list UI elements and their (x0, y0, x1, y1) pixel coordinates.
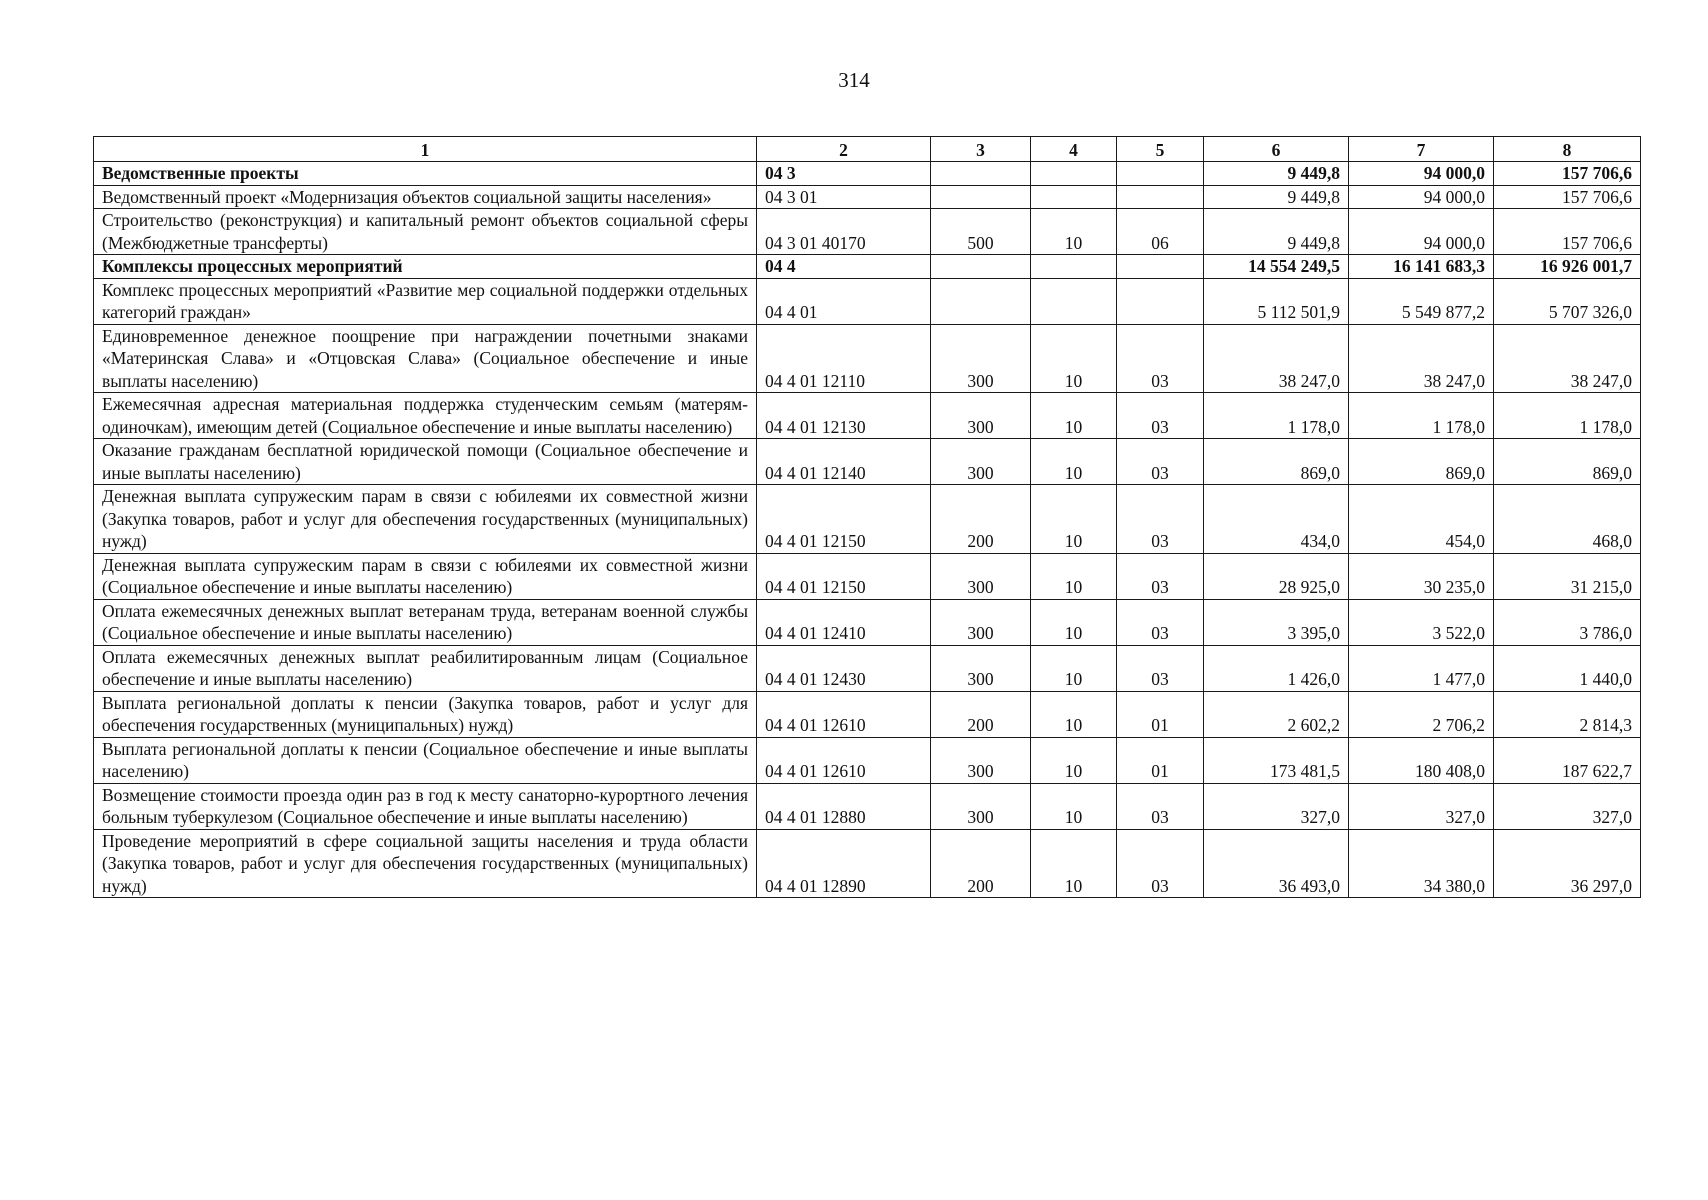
amount-col7-cell: 5 549 877,2 (1349, 278, 1494, 324)
section-cell (1031, 162, 1117, 186)
expense-type-cell: 300 (931, 783, 1031, 829)
expense-type-cell (931, 162, 1031, 186)
expense-type-cell: 500 (931, 209, 1031, 255)
expense-type-cell (931, 185, 1031, 209)
target-article-code-cell: 04 3 (757, 162, 931, 186)
section-cell: 10 (1031, 737, 1117, 783)
amount-col8-cell: 1 440,0 (1494, 645, 1641, 691)
item-name-cell: Денежная выплата супружеским парам в связи с юбилеями их совместной жизни (Закупка товаров, работ и услуг для обеспечения государственных (муниципальных) нужд) (94, 485, 757, 554)
target-article-code-cell: 04 4 01 (757, 278, 931, 324)
amount-col7-cell: 34 380,0 (1349, 829, 1494, 898)
expense-type-cell: 300 (931, 599, 1031, 645)
amount-col7-cell: 180 408,0 (1349, 737, 1494, 783)
section-cell: 10 (1031, 829, 1117, 898)
target-article-code-cell: 04 4 01 12150 (757, 553, 931, 599)
amount-col8-cell: 1 178,0 (1494, 393, 1641, 439)
item-name-cell: Выплата региональной доплаты к пенсии (Закупка товаров, работ и услуг для обеспечения государственных (муниципальных) нужд) (94, 691, 757, 737)
item-name-cell: Возмещение стоимости проезда один раз в год к месту санаторно-курортного лечения больным туберкулезом (Социальное обеспечение и иные выплаты населению) (94, 783, 757, 829)
subsection-cell: 03 (1117, 553, 1204, 599)
expense-type-cell (931, 278, 1031, 324)
item-name-cell: Оплата ежемесячных денежных выплат ветеранам труда, ветеранам военной службы (Социальное обеспечение и иные выплаты населению) (94, 599, 757, 645)
amount-col7-cell: 3 522,0 (1349, 599, 1494, 645)
target-article-code-cell: 04 3 01 (757, 185, 931, 209)
item-name-cell: Ежемесячная адресная материальная поддержка студенческим семьям (матерям-одиночкам), имеющим детей (Социальное обеспечение и иные выплаты населению) (94, 393, 757, 439)
amount-col7-cell: 30 235,0 (1349, 553, 1494, 599)
amount-col7-cell: 869,0 (1349, 439, 1494, 485)
amount-col6-cell: 1 426,0 (1204, 645, 1349, 691)
expense-type-cell: 300 (931, 737, 1031, 783)
column-header: 4 (1031, 137, 1117, 162)
table-row (94, 278, 1641, 324)
target-article-code-cell: 04 4 01 12110 (757, 324, 931, 393)
expense-type-cell: 300 (931, 393, 1031, 439)
expense-type-cell: 300 (931, 324, 1031, 393)
subsection-cell: 03 (1117, 829, 1204, 898)
section-cell (1031, 185, 1117, 209)
section-cell: 10 (1031, 553, 1117, 599)
item-name-cell: Выплата региональной доплаты к пенсии (Социальное обеспечение и иные выплаты населению) (94, 737, 757, 783)
subsection-cell: 03 (1117, 783, 1204, 829)
column-header: 5 (1117, 137, 1204, 162)
amount-col8-cell: 187 622,7 (1494, 737, 1641, 783)
item-name-cell: Комплекс процессных мероприятий «Развитие мер социальной поддержки отдельных категорий граждан» (94, 278, 757, 324)
amount-col8-cell: 5 707 326,0 (1494, 278, 1641, 324)
target-article-code-cell: 04 4 01 12430 (757, 645, 931, 691)
amount-col8-cell: 3 786,0 (1494, 599, 1641, 645)
section-cell: 10 (1031, 439, 1117, 485)
amount-col8-cell: 869,0 (1494, 439, 1641, 485)
table-row (94, 162, 1641, 186)
amount-col7-cell: 454,0 (1349, 485, 1494, 554)
subsection-cell: 03 (1117, 599, 1204, 645)
column-header: 7 (1349, 137, 1494, 162)
section-cell: 10 (1031, 393, 1117, 439)
subsection-cell: 06 (1117, 209, 1204, 255)
target-article-code-cell: 04 4 01 12150 (757, 485, 931, 554)
budget-table (93, 136, 1641, 898)
section-cell: 10 (1031, 324, 1117, 393)
section-cell: 10 (1031, 599, 1117, 645)
amount-col6-cell: 869,0 (1204, 439, 1349, 485)
item-name-cell: Денежная выплата супружеским парам в связи с юбилеями их совместной жизни (Социальное обеспечение и иные выплаты населению) (94, 553, 757, 599)
amount-col7-cell: 16 141 683,3 (1349, 255, 1494, 279)
section-cell (1031, 278, 1117, 324)
item-name-cell: Строительство (реконструкция) и капитальный ремонт объектов социальной сферы (Межбюджетные трансферты) (94, 209, 757, 255)
page-number: 314 (838, 68, 870, 92)
expense-type-cell: 200 (931, 829, 1031, 898)
amount-col8-cell: 2 814,3 (1494, 691, 1641, 737)
amount-col7-cell: 94 000,0 (1349, 162, 1494, 186)
table-row (94, 439, 1641, 485)
table-row (94, 255, 1641, 279)
table-row (94, 209, 1641, 255)
subsection-cell: 03 (1117, 645, 1204, 691)
amount-col6-cell: 1 178,0 (1204, 393, 1349, 439)
table-row (94, 737, 1641, 783)
amount-col8-cell: 31 215,0 (1494, 553, 1641, 599)
item-name-cell: Ведомственные проекты (94, 162, 757, 186)
item-name-cell: Оплата ежемесячных денежных выплат реабилитированным лицам (Социальное обеспечение и иные выплаты населению) (94, 645, 757, 691)
amount-col7-cell: 2 706,2 (1349, 691, 1494, 737)
column-header: 8 (1494, 137, 1641, 162)
amount-col7-cell: 38 247,0 (1349, 324, 1494, 393)
amount-col6-cell: 3 395,0 (1204, 599, 1349, 645)
table-row (94, 553, 1641, 599)
section-cell: 10 (1031, 783, 1117, 829)
amount-col6-cell: 14 554 249,5 (1204, 255, 1349, 279)
amount-col6-cell: 5 112 501,9 (1204, 278, 1349, 324)
amount-col8-cell: 157 706,6 (1494, 209, 1641, 255)
table-row (94, 485, 1641, 554)
subsection-cell: 03 (1117, 393, 1204, 439)
section-cell (1031, 255, 1117, 279)
table-row (94, 185, 1641, 209)
item-name-cell: Ведомственный проект «Модернизация объектов социальной защиты населения» (94, 185, 757, 209)
amount-col6-cell: 28 925,0 (1204, 553, 1349, 599)
table-row (94, 645, 1641, 691)
target-article-code-cell: 04 4 01 12890 (757, 829, 931, 898)
amount-col8-cell: 157 706,6 (1494, 162, 1641, 186)
amount-col8-cell: 327,0 (1494, 783, 1641, 829)
amount-col6-cell: 38 247,0 (1204, 324, 1349, 393)
table-row (94, 691, 1641, 737)
expense-type-cell (931, 255, 1031, 279)
amount-col8-cell: 36 297,0 (1494, 829, 1641, 898)
item-name-cell: Проведение мероприятий в сфере социальной защиты населения и труда области (Закупка товаров, работ и услуг для обеспечения государственных (муниципальных) нужд) (94, 829, 757, 898)
amount-col6-cell: 36 493,0 (1204, 829, 1349, 898)
amount-col7-cell: 1 477,0 (1349, 645, 1494, 691)
target-article-code-cell: 04 4 01 12610 (757, 737, 931, 783)
section-cell: 10 (1031, 485, 1117, 554)
amount-col6-cell: 2 602,2 (1204, 691, 1349, 737)
table-row (94, 829, 1641, 898)
target-article-code-cell: 04 3 01 40170 (757, 209, 931, 255)
table-row (94, 783, 1641, 829)
expense-type-cell: 200 (931, 485, 1031, 554)
target-article-code-cell: 04 4 01 12130 (757, 393, 931, 439)
amount-col6-cell: 9 449,8 (1204, 162, 1349, 186)
item-name-cell: Комплексы процессных мероприятий (94, 255, 757, 279)
target-article-code-cell: 04 4 01 12140 (757, 439, 931, 485)
header-row (94, 137, 1641, 162)
subsection-cell: 03 (1117, 439, 1204, 485)
amount-col7-cell: 327,0 (1349, 783, 1494, 829)
subsection-cell (1117, 162, 1204, 186)
expense-type-cell: 200 (931, 691, 1031, 737)
amount-col6-cell: 9 449,8 (1204, 209, 1349, 255)
target-article-code-cell: 04 4 01 12880 (757, 783, 931, 829)
column-header: 6 (1204, 137, 1349, 162)
section-cell: 10 (1031, 645, 1117, 691)
subsection-cell: 03 (1117, 485, 1204, 554)
amount-col8-cell: 38 247,0 (1494, 324, 1641, 393)
section-cell: 10 (1031, 209, 1117, 255)
table-row (94, 324, 1641, 393)
column-header: 1 (94, 137, 757, 162)
table-body (94, 162, 1641, 898)
amount-col8-cell: 157 706,6 (1494, 185, 1641, 209)
amount-col6-cell: 173 481,5 (1204, 737, 1349, 783)
table-row (94, 393, 1641, 439)
amount-col6-cell: 434,0 (1204, 485, 1349, 554)
subsection-cell (1117, 278, 1204, 324)
column-header: 2 (757, 137, 931, 162)
target-article-code-cell: 04 4 01 12410 (757, 599, 931, 645)
subsection-cell: 01 (1117, 737, 1204, 783)
subsection-cell (1117, 185, 1204, 209)
expense-type-cell: 300 (931, 553, 1031, 599)
item-name-cell: Единовременное денежное поощрение при награждении почетными знаками «Материнская Слава» и «Отцовская Слава» (Социальное обеспечение и иные выплаты населению) (94, 324, 757, 393)
expense-type-cell: 300 (931, 439, 1031, 485)
amount-col8-cell: 468,0 (1494, 485, 1641, 554)
amount-col7-cell: 94 000,0 (1349, 185, 1494, 209)
subsection-cell: 03 (1117, 324, 1204, 393)
column-header: 3 (931, 137, 1031, 162)
amount-col6-cell: 327,0 (1204, 783, 1349, 829)
target-article-code-cell: 04 4 (757, 255, 931, 279)
item-name-cell: Оказание гражданам бесплатной юридической помощи (Социальное обеспечение и иные выплаты населению) (94, 439, 757, 485)
subsection-cell (1117, 255, 1204, 279)
table-row (94, 599, 1641, 645)
amount-col8-cell: 16 926 001,7 (1494, 255, 1641, 279)
subsection-cell: 01 (1117, 691, 1204, 737)
amount-col7-cell: 1 178,0 (1349, 393, 1494, 439)
amount-col6-cell: 9 449,8 (1204, 185, 1349, 209)
section-cell: 10 (1031, 691, 1117, 737)
target-article-code-cell: 04 4 01 12610 (757, 691, 931, 737)
amount-col7-cell: 94 000,0 (1349, 209, 1494, 255)
expense-type-cell: 300 (931, 645, 1031, 691)
